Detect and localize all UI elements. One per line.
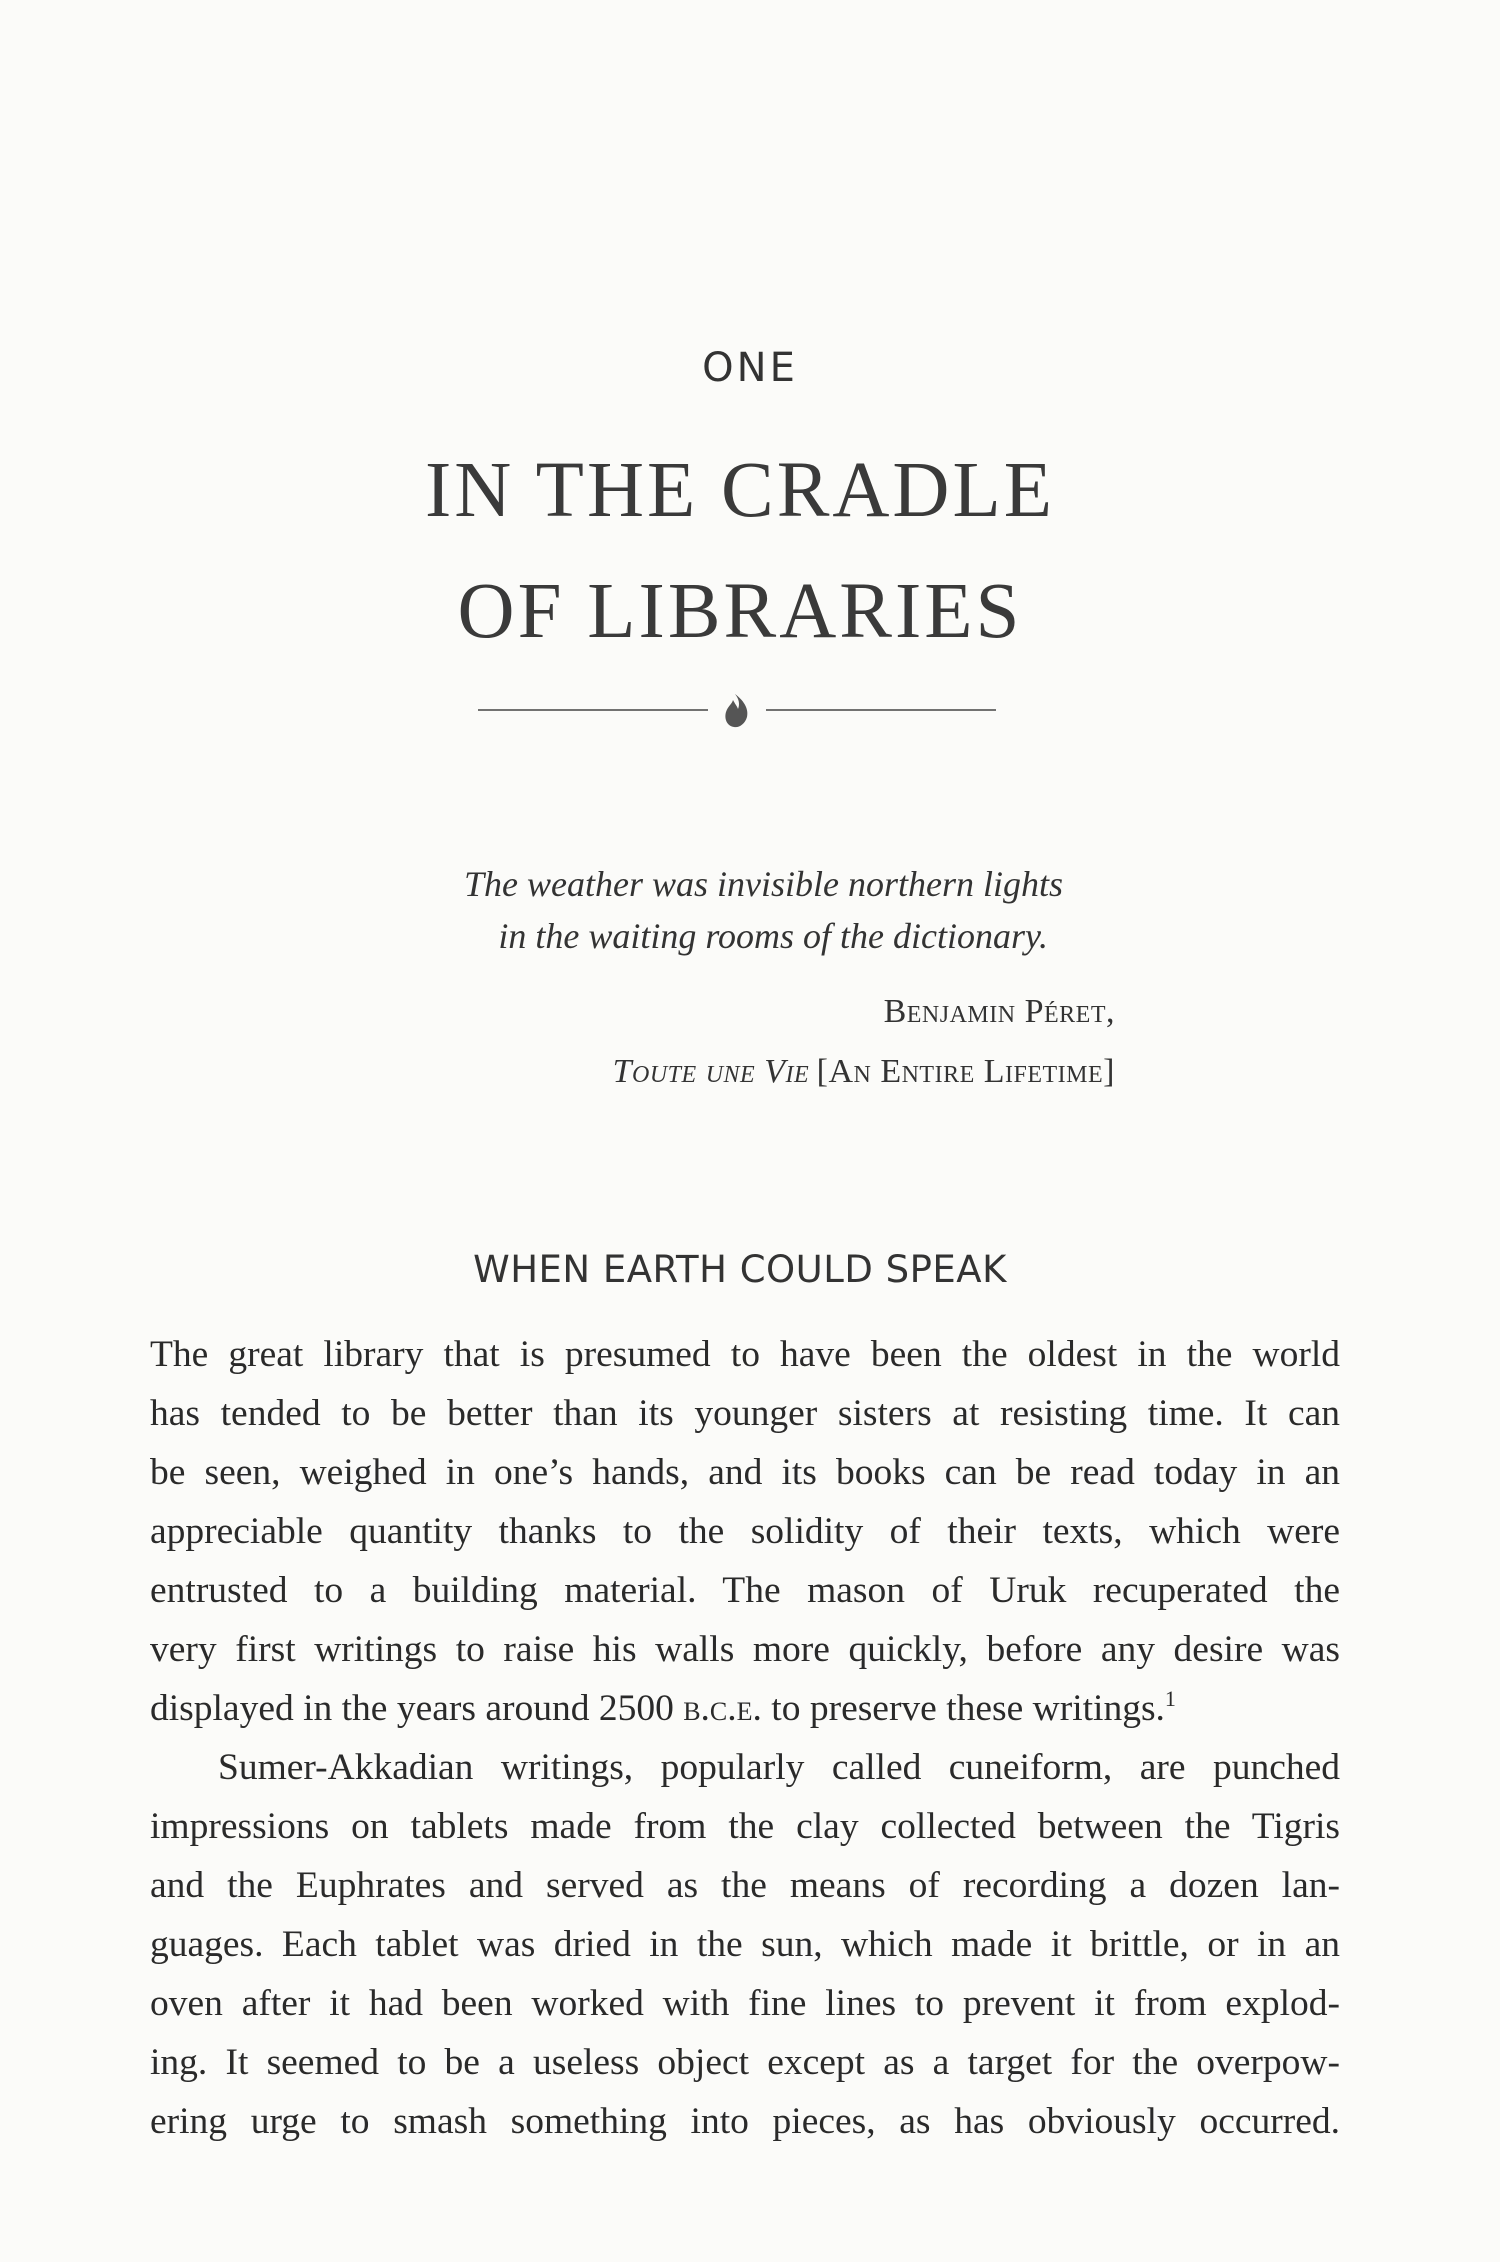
- text-line: ering urge to smash something into pieces, as has obviously occurred.: [150, 2101, 1340, 2142]
- text-line: has tended to be better than its younger sisters at resisting time. It can: [150, 1393, 1340, 1434]
- chapter-ornament: [478, 690, 996, 730]
- text-line: The great library that is presumed to have been the oldest in the world: [150, 1334, 1340, 1375]
- text-run: to preserve these writings.: [771, 1688, 1165, 1729]
- body-text: [150, 1325, 1340, 2151]
- epigraph-work: Toute une Vie: [612, 1053, 810, 1090]
- epigraph-source: [613, 1050, 1115, 1096]
- epigraph-work-translation: [An Entire Lifetime]: [816, 1053, 1115, 1090]
- epigraph-line-2: in the waiting rooms of the dictionary.: [498, 916, 1048, 956]
- text-line: and the Euphrates and served as the means of recording a dozen lan-: [150, 1865, 1340, 1906]
- text-line: ing. It seemed to be a useless object except as a target for the overpow-: [150, 2042, 1340, 2083]
- text-line: impressions on tablets made from the clay collected between the Tigris: [150, 1806, 1340, 1847]
- text-line: be seen, weighed in one’s hands, and its books can be read today in an: [150, 1452, 1340, 1493]
- chapter-number: ONE: [702, 345, 798, 391]
- epigraph-line-1: The weather was invisible northern lights: [464, 864, 1063, 904]
- text-line: [150, 1679, 1340, 1738]
- chapter-title-line-1: IN THE CRADLE: [425, 447, 1055, 534]
- paragraph-1: [150, 1325, 1340, 1738]
- text-line: appreciable quantity thanks to the solidity of their texts, which were: [150, 1511, 1340, 1552]
- text-line: oven after it had been worked with fine lines to prevent it from explod-: [150, 1983, 1340, 2024]
- chapter-title-line-2: OF LIBRARIES: [457, 568, 1023, 655]
- era-abbreviation: b.c.e.: [683, 1688, 762, 1729]
- footnote-marker[interactable]: 1: [1164, 1686, 1176, 1711]
- text-line: very first writings to raise his walls more quickly, before any desire was: [150, 1629, 1340, 1670]
- epigraph-author: [884, 990, 1115, 1036]
- chapter-title: [0, 430, 1480, 672]
- text-line: guages. Each tablet was dried in the sun, which made it brittle, or in an: [150, 1924, 1340, 1965]
- flame-icon: [725, 694, 747, 727]
- text-line: entrusted to a building material. The mason of Uruk recuperated the: [150, 1570, 1340, 1611]
- text-line: Sumer-Akkadian writings, popularly called cuneiform, are punched: [218, 1747, 1340, 1788]
- text-run: displayed in the years around 2500: [150, 1688, 674, 1729]
- paragraph-2: [150, 1738, 1340, 2151]
- section-heading: WHEN EARTH COULD SPEAK: [473, 1248, 1007, 1291]
- epigraph-author-name: Benjamin Péret,: [883, 993, 1115, 1030]
